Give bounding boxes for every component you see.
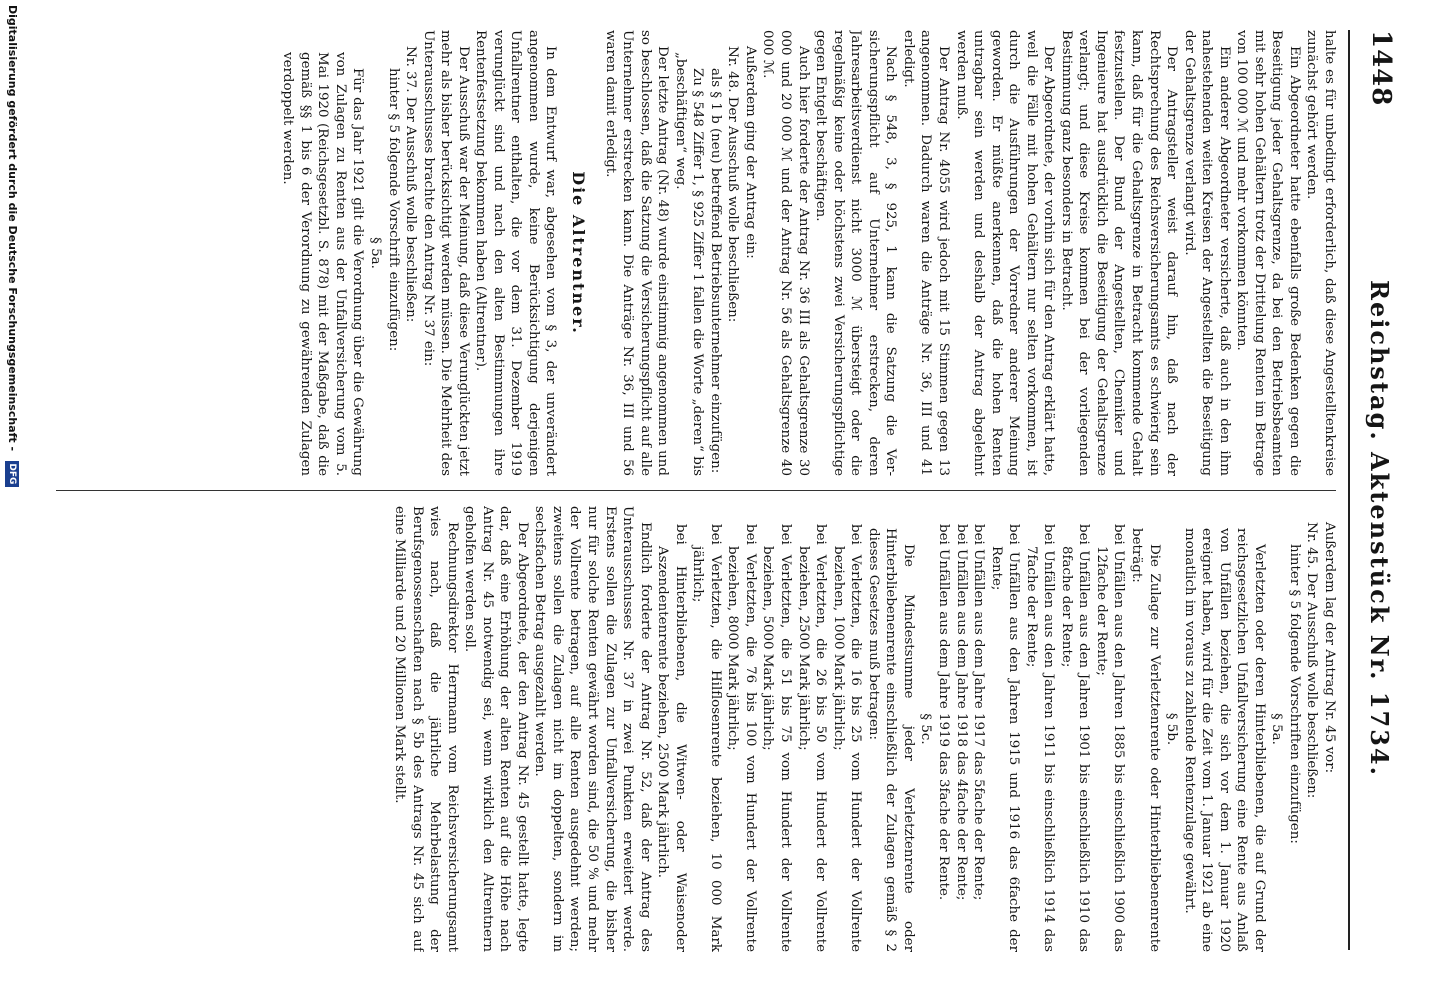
motion-text: Für das Jahr 1921 gilt die Verordnung über die Gewährung von Zulagen zu Renten aus der Unfallversicherung vom 5. Mai 1920 (Reichsgesetzbl. S. 878) mit der Maßgabe, daß die gemäß §§ 1 bis 6 der Verordnung zu gewährenden Zulagen verdoppelt werden. [280,52,366,476]
list-item: bei Unfällen aus dem Jahre 1917 das 5fache der Rente; [971,524,987,901]
paragraph: Nach § 548, 3, § 925, 1 kann die Satzung die Versicherungspflicht auf Unternehmer erstrecken, deren Jahresarbeitsverdienst nicht 3000 ℳ übersteigt oder die regelmäßig keine oder höchstens zwei Versicherungspflichtige gegen Entgelt beschäftigen. [813,30,899,476]
list-item: bei Verletzten, die 26 bis 50 vom Hundert der Vollrente beziehen, 2500 Mark jährlich; [795,524,829,952]
list-item: bei Unfällen aus den Jahren 1915 und 1916 das 6fache der Rente; [988,524,1022,952]
motion-text: Verletzten oder deren Hinterbliebenen, die auf Grund der reichsgesetzlichen Unfallversicherung eine Rente aus Anlaß von Unfällen beziehen, die sich vor dem 1. Januar 1920 ereignet haben, wird für die Zeit vom 1. Januar 1921 ab eine monatlich im voraus zu zahlende Rentenzulage gewährt. [1181,528,1267,952]
paragraph: Endlich forderte der Antrag Nr. 52, daß der Antrag des Unterausschusses Nr. 37 in zwei Punkten erweitert werde. Erstens sollen die Zulagen zur Unfallversicherung, die bisher nur für solche Renten gewährt worden sind, die 50 % und mehr der Vollrente betragen, auf alle Renten ausgedehnt werden; zweitens sollen die Zulagen nicht im doppelten, sondern im sechsfachen Betrag ausgezahlt werden. [532,506,653,952]
list-item: bei Unfällen aus den Jahren 1911 bis einschließlich 1914 das 7fache der Rente; [1023,524,1057,952]
section-number: § 5b. [1164,712,1180,746]
list-item: bei Hinterbliebenen, die Witwen- oder Waisenoder Aszendentenrente beziehen, 2500 Mark jährlich. [655,524,688,952]
paragraph: Rechnungsdirektor Herrmann vom Reichsversicherungsamt wies nach, daß die jährliche Mehrbelastung der Berufsgenossenschaften nach § 5b des Antrags Nr. 45 sich auf eine Milliarde und 20 Millionen Mark stellt. [392,506,460,952]
column-divider [56,490,1336,491]
paragraph: halte es für unbedingt erforderlich, daß diese Angestelltenkreise zunächst gehört werden. [1304,30,1337,476]
dfg-logo: DFG [5,461,19,487]
paragraph: Außerdem ging der Antrag ein: [742,46,758,259]
paragraph: Ein Abgeordneter hatte ebenfalls große Bedenken gegen die Beseitigung jeder Gehaltsgrenze, da bei den Betriebsbeamten mit sehr hohen Gehältern trotz der Drittelung Renten im Betrage von 100 000 ℳ und mehr vorkommen könnten. [1234,30,1302,476]
motion-text: hinter § 5 folgende Vorschrift einzufügen: [385,68,401,352]
list-item: bei Unfällen aus dem Jahre 1919 das 3fache der Rente. [935,524,951,901]
page-number: 1448 [1366,30,1396,107]
list-item: bei Verletzten, die Hilflosenrente beziehen, 10 000 Mark jährlich; [690,524,723,952]
paragraph: Der Antragsteller weist darauf hin, daß nach der Rechtsprechung des Reichsversicherungsamts es schwierig sein kann, daß für die Gehaltsgrenze in Betracht kommende Gehalt festzustellen. Der Bund der Angestellten, Chemiker und Ingenieure hat ausdrücklich die Beseitigung der Gehaltsgrenze verlangt; und diese Kreise kommen bei der vorliegenden Bestimmung ganz besonders in Betracht. [1058,30,1180,476]
list-item: bei Unfällen aus den Jahren 1885 bis einschließlich 1900 das 12fache der Rente; [1093,524,1127,952]
motion-text: hinter § 5 folgende Vorschriften einzufügen: [1286,544,1302,844]
motion-heading: Nr. 48. Der Ausschuß wolle beschließen: [725,46,741,323]
left-column [42,30,1338,476]
list-item: bei Verletzten, die 51 bis 75 vom Hundert der Vollrente beziehen, 5000 Mark jährlich; [760,524,794,952]
page-header [1356,30,1396,950]
digitization-footer [2,5,22,995]
motion-text: als § 1 b (neu) betreffend Betriebsunternehmer einzufügen: [707,68,723,474]
list-item: bei Unfällen aus den Jahren 1901 bis einschließlich 1910 das 8fache der Rente; [1058,524,1092,952]
motion-heading: Nr. 45. Der Ausschuß wolle beschließen: [1304,522,1320,799]
running-head: Reichstag. Aktenstück Nr. 1734. [1365,280,1394,777]
paragraph: Außerdem lag der Antrag Nr. 45 vor: [1322,522,1337,774]
right-column [42,506,1338,952]
paragraph: Auch hier forderte der Antrag Nr. 36 III als Gehaltsgrenze 30 000 und 20 000 ℳ und der Antrag Nr. 56 als Gehaltsgrenze 40 000 ℳ. [760,30,811,476]
paragraph: Der Abgeordnete, der vorhin sich für den Antrag erklärt hatte, weil die Fälle mit hohen Gehältern nur selten vorkommen, ist durch die Ausführungen der Vorredner anderer Meinung geworden. Er müßte anerkennen, daß die hohen Renten untragbar sein werden und deshalb der Antrag abgelehnt werden muß. [953,30,1057,476]
section-number: § 5c. [918,713,934,745]
motion-heading: Nr. 37. Der Ausschuß wolle beschließen: [403,46,419,323]
paragraph: Der letzte Antrag (Nr. 48) wurde einstimmig angenommen und so beschlossen, daß die Satzung die Versicherungspflicht auf alle Unternehmer erstrecken kann. Die Anträge Nr. 36, III und 56 waren damit erledigt. [602,30,671,476]
paragraph: Der Abgeordnete, der den Antrag Nr. 45 gestellt hatte, legte dar, daß eine Erhöhung der alten Renten auf die Höhe nach Antrag Nr. 45 notwendig sei, wenn wirklich den Altrentnern geholfen werden soll. [462,506,530,952]
header-rule [1348,30,1350,950]
paragraph: Der Ausschuß war der Meinung, daß diese Verunglückten jetzt mehr als bisher berücksichtigt werden müssen. Die Mehrheit des Unterausschusses brachte den Antrag Nr. 37 ein: [420,30,471,476]
section-number: § 5a. [368,237,384,269]
paragraph: In dem Entwurf war, abgesehen vom § 3, der unverändert angenommen wurde, keine Berücksichtigung derjenigen Unfallrentner enthalten, die vor dem 31. Dezember 1919 verunglückt sind und nach den alten Bestimmungen ihre Rentenfestsetzung bekommen haben (Altrentner). [473,30,559,476]
paragraph: Ein anderer Abgeordneter versicherte, daß auch in den ihm nahestehenden weiten Kreisen der Angestellten die Beseitigung der Gehaltsgrenze verlangt wird. [1181,30,1232,476]
motion-text: Zu § 548 Ziffer 1, § 925 Ziffer 1 fallen die Worte „deren“ bis „beschäftigen“ weg. [672,52,706,476]
motion-text: Die Mindestsumme jeder Verletztenrente oder Hinterbliebenenrente einschließlich der Zulagen gemäß § 2 dieses Gesetzes muß betragen: [865,528,916,952]
list-item: bei Verletzten, die 16 bis 25 vom Hundert der Vollrente beziehen, 1000 Mark jährlich; [830,524,864,952]
paragraph: Der Antrag Nr. 4055 wird jedoch mit 15 Stimmen gegen 13 angenommen. Dadurch waren die Anträge Nr. 36, III und 41 erledigt. [900,30,951,476]
section-heading: Die Altrentner. [569,171,589,335]
list-item: bei Verletzten, die 76 bis 100 vom Hundert der Vollrente beziehen, 8000 Mark jährlich; [725,524,758,952]
list-item: bei Unfällen aus dem Jahre 1918 das 4fache der Rente; [953,524,969,901]
section-number: § 5a. [1269,713,1285,745]
digitization-note: Digitalisierung gefördert durch die Deutsche Forschungsgemeinschaft - [6,5,19,452]
motion-text: Die Zulage zur Verletztenrente oder Hinterbliebenenrente beträgt: [1128,528,1162,952]
